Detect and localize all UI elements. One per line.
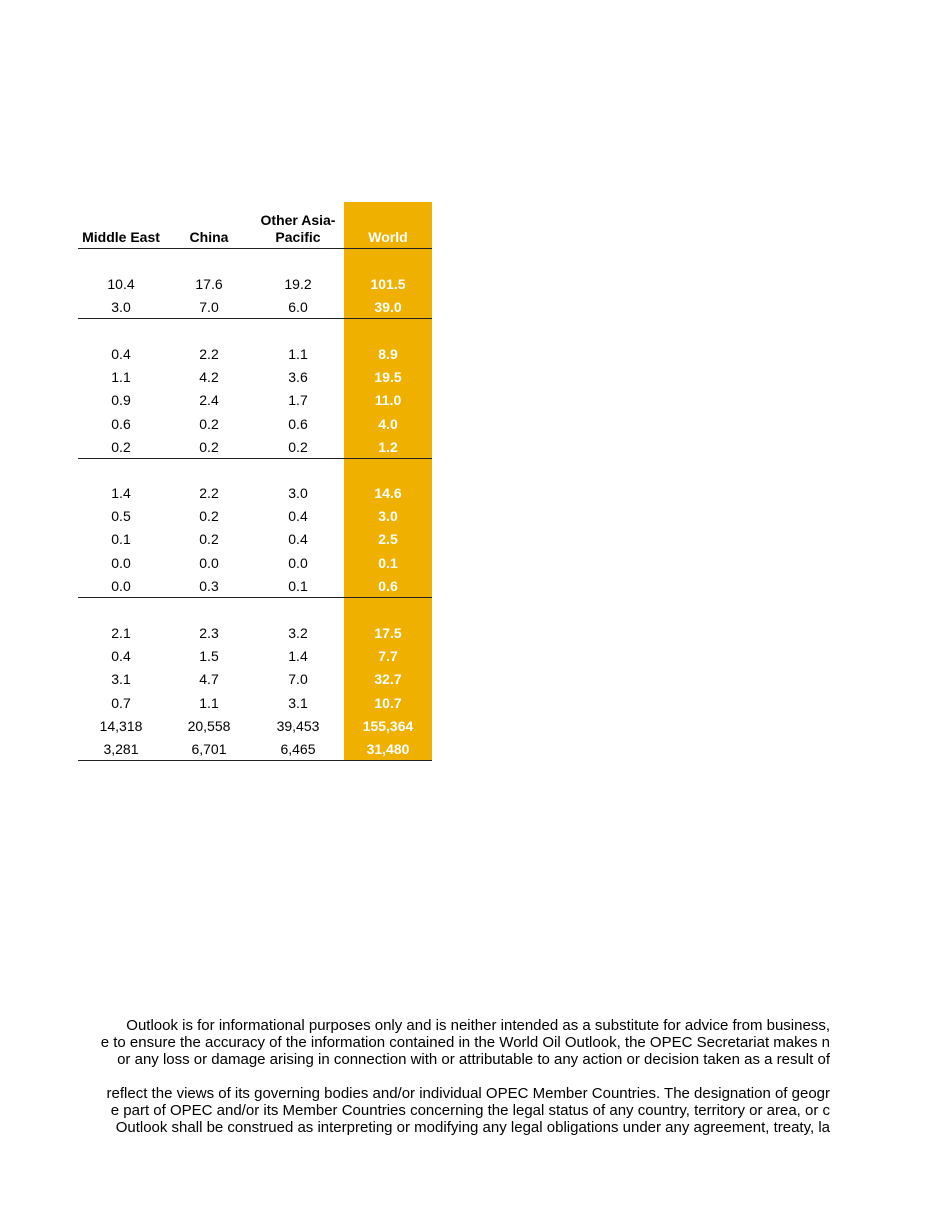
cell-other-asia-pacific: 0.4: [288, 508, 308, 525]
cell-china: 0.2: [199, 531, 219, 548]
section-rule-1: [78, 318, 432, 319]
cell-other-asia-pacific: 1.7: [288, 392, 308, 409]
cell-middle-east: 0.7: [111, 694, 131, 711]
header-world: World: [368, 229, 408, 245]
cell-other-asia-pacific: 3.2: [288, 625, 308, 641]
disclaimer-line: or any loss or damage arising in connection with or attributable to any action or decision taken as a result of: [117, 1051, 830, 1068]
cell-middle-east: 1.1: [111, 369, 131, 386]
cell-world: 11.0: [374, 392, 402, 409]
cell-other-asia-pacific: 3.0: [288, 485, 308, 501]
cell-world: 39.0: [374, 299, 402, 316]
cell-world: 17.5: [374, 625, 402, 641]
disclaimer-line: e part of OPEC and/or its Member Countries concerning the legal status of any country, territory or area, or c: [110, 1102, 830, 1119]
table-row: [78, 622, 432, 645]
table-row: [78, 436, 432, 459]
cell-china: 0.2: [199, 438, 219, 455]
cell-china: 6,701: [191, 741, 227, 757]
disclaimer-line: Outlook shall be construed as interpreting or modifying any legal obligations under any agreement, treaty, la: [115, 1119, 830, 1136]
cell-other-asia-pacific: 0.0: [288, 554, 308, 571]
cell-china: 17.6: [195, 276, 223, 292]
header-china: China: [189, 229, 229, 245]
cell-world: 32.7: [374, 671, 402, 688]
cell-world: 1.2: [378, 438, 398, 455]
cell-china: 4.7: [199, 671, 219, 688]
cell-other-asia-pacific: 1.1: [288, 346, 308, 362]
cell-other-asia-pacific: 0.6: [288, 415, 308, 432]
cell-world: 0.6: [378, 577, 398, 594]
cell-other-asia-pacific: 19.2: [284, 276, 312, 292]
disclaimer-text: [0, 1017, 830, 1138]
header-other-asia-pacific-line1: Other Asia-: [260, 212, 336, 228]
cell-middle-east: 0.1: [111, 531, 131, 548]
table-row: [78, 389, 432, 412]
cell-world: 0.1: [378, 554, 398, 571]
cell-china: 7.0: [199, 299, 219, 316]
header-other-asia-pacific-line2: Pacific: [275, 229, 321, 245]
cell-other-asia-pacific: 6.0: [288, 299, 308, 316]
cell-other-asia-pacific: 3.1: [288, 694, 308, 711]
table-row: [78, 273, 432, 296]
cell-china: 2.4: [199, 392, 219, 409]
cell-china: 0.2: [199, 415, 219, 432]
disclaimer-line: e to ensure the accuracy of the information contained in the World Oil Outlook, the OPEC Secretariat makes n: [100, 1034, 830, 1051]
section-rule-2: [78, 458, 432, 459]
cell-china: 0.0: [199, 554, 219, 571]
cell-other-asia-pacific: 39,453: [276, 717, 320, 734]
cell-middle-east: 0.9: [111, 392, 131, 409]
cell-middle-east: 0.5: [111, 508, 131, 525]
cell-world: 31,480: [366, 741, 410, 757]
disclaimer-line: reflect the views of its governing bodies and/or individual OPEC Member Countries. The designation of geogr: [106, 1085, 830, 1102]
table-row: [78, 413, 432, 436]
cell-middle-east: 0.4: [111, 648, 131, 665]
table-row: [78, 552, 432, 575]
cell-other-asia-pacific: 0.4: [288, 531, 308, 548]
table-row: [78, 738, 432, 761]
cell-world: 3.0: [378, 508, 398, 525]
cell-china: 2.2: [199, 346, 219, 362]
table-row: [78, 715, 432, 738]
table-bottom-rule: [78, 760, 432, 761]
disclaimer-line: Outlook is for informational purposes only and is neither intended as a substitute for advice from business,: [126, 1017, 830, 1034]
cell-other-asia-pacific: 0.1: [288, 577, 308, 594]
cell-china: 20,558: [187, 717, 231, 734]
header-other-asia-pacific: [254, 212, 342, 246]
cell-world: 7.7: [378, 648, 398, 665]
cell-middle-east: 10.4: [107, 276, 135, 292]
cell-world: 2.5: [378, 531, 398, 548]
cell-middle-east: 0.4: [111, 346, 131, 362]
table-row: [78, 528, 432, 551]
cell-world: 101.5: [370, 276, 406, 292]
cell-world: 19.5: [374, 369, 402, 386]
table-row: [78, 575, 432, 598]
cell-china: 2.2: [199, 485, 219, 501]
cell-other-asia-pacific: 1.4: [288, 648, 308, 665]
table-row: [78, 645, 432, 668]
cell-world: 10.7: [374, 694, 402, 711]
cell-china: 0.3: [199, 577, 219, 594]
cell-middle-east: 3.1: [111, 671, 131, 688]
cell-world: 155,364: [362, 717, 414, 734]
cell-world: 14.6: [374, 485, 402, 501]
table-row: [78, 482, 432, 505]
cell-other-asia-pacific: 7.0: [288, 671, 308, 688]
cell-other-asia-pacific: 3.6: [288, 369, 308, 386]
cell-middle-east: 3,281: [103, 741, 139, 757]
section-rule-3: [78, 597, 432, 598]
cell-china: 0.2: [199, 508, 219, 525]
cell-middle-east: 2.1: [111, 625, 131, 641]
table-row: [78, 505, 432, 528]
cell-other-asia-pacific: 0.2: [288, 438, 308, 455]
cell-middle-east: 0.6: [111, 415, 131, 432]
cell-china: 1.1: [199, 694, 219, 711]
cell-other-asia-pacific: 6,465: [280, 741, 316, 757]
table-row: [78, 343, 432, 366]
cell-middle-east: 0.2: [111, 438, 131, 455]
table-row: [78, 296, 432, 319]
cell-middle-east: 0.0: [111, 554, 131, 571]
cell-middle-east: 3.0: [111, 299, 131, 316]
cell-middle-east: 0.0: [111, 577, 131, 594]
header-rule: [78, 248, 432, 249]
table-row: [78, 692, 432, 715]
cell-world: 8.9: [378, 346, 398, 362]
cell-world: 4.0: [378, 415, 398, 432]
table-row: [78, 366, 432, 389]
cell-china: 1.5: [199, 648, 219, 665]
cell-middle-east: 14,318: [99, 717, 143, 734]
cell-china: 2.3: [199, 625, 219, 641]
header-middle-east: Middle East: [82, 229, 160, 245]
cell-china: 4.2: [199, 369, 219, 386]
table-row: [78, 668, 432, 691]
cell-middle-east: 1.4: [111, 485, 131, 501]
